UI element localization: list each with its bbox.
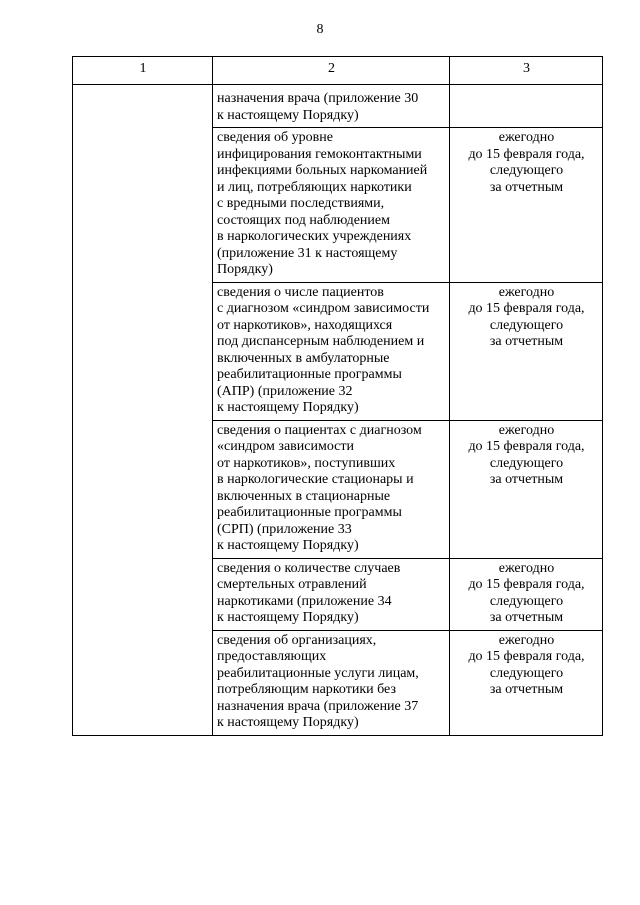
table-header-row xyxy=(73,57,603,85)
deadline-cell: ежегодно до 15 февраля года, следующего за отчетным xyxy=(450,282,603,420)
report-table xyxy=(72,56,603,736)
merged-empty-cell xyxy=(73,85,213,736)
page-number: 8 xyxy=(316,22,324,37)
report-info-cell: сведения о количестве случаев смертельных отравлений наркотиками (приложение 34 к настоящему Порядку) xyxy=(213,558,450,630)
header-col-1: 1 xyxy=(73,57,213,85)
report-info-cell: сведения об организациях, предоставляющих реабилитационные услуги лицам, потребляющим наркотики без назначения врача (приложение 37 к настоящему Порядку) xyxy=(213,630,450,735)
deadline-cell: ежегодно до 15 февраля года, следующего за отчетным xyxy=(450,630,603,735)
report-info-cell: сведения об уровне инфицирования гемоконтактными инфекциями больных наркоманией и лиц, потребляющих наркотики с вредными последствиями, состоящих под наблюдением в наркологических учреждениях (приложение 31 к настоящему Порядку) xyxy=(213,128,450,283)
header-col-2: 2 xyxy=(213,57,450,85)
deadline-cell: ежегодно до 15 февраля года, следующего за отчетным xyxy=(450,420,603,558)
report-info-cell: назначения врача (приложение 30 к настоящему Порядку) xyxy=(213,85,450,128)
deadline-cell: ежегодно до 15 февраля года, следующего за отчетным xyxy=(450,558,603,630)
report-info-cell: сведения о пациентах с диагнозом «синдром зависимости от наркотиков», поступивших в наркологические стационары и включенных в стационарные реабилитационные программы (СРП) (приложение 33 к настоящему Порядку) xyxy=(213,420,450,558)
header-col-3: 3 xyxy=(450,57,603,85)
deadline-cell: ежегодно до 15 февраля года, следующего за отчетным xyxy=(450,128,603,283)
report-info-cell: сведения о числе пациентов с диагнозом «синдром зависимости от наркотиков», находящихся под диспансерным наблюдением и включенных в амбулаторные реабилитационные программы (АПР) (приложение 32 к настоящему Порядку) xyxy=(213,282,450,420)
table-row xyxy=(73,85,603,128)
deadline-cell xyxy=(450,85,603,128)
